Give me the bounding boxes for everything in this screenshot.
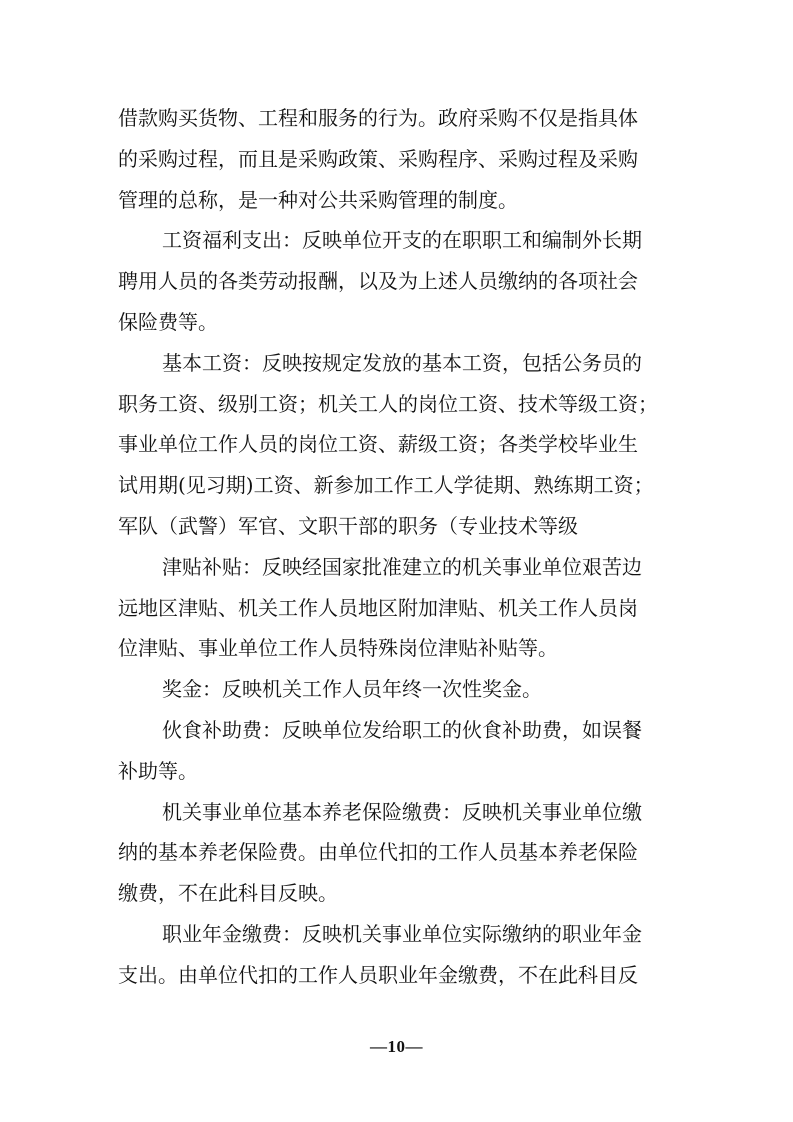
text-line: 管理的总称，是一种对公共采购管理的制度。 [118,187,518,212]
text-line: 支出。由单位代扣的工作人员职业年金缴费，不在此科目反 [118,962,638,987]
text-line: 补助等。 [118,758,198,783]
text-line: 聘用人员的各类劳动报酬，以及为上述人员缴纳的各项社会 [118,269,638,294]
text-line: 军队（武警）军官、文职干部的职务（专业技术等级 [118,513,578,538]
text-line: 的采购过程，而且是采购政策、采购程序、采购过程及采购 [118,146,638,171]
text-line: 事业单位工作人员的岗位工资、薪级工资；各类学校毕业生 [118,432,638,457]
text-line: 伙食补助费：反映单位发给职工的伙食补助费，如误餐 [162,717,642,742]
text-line: 纳的基本养老保险费。由单位代扣的工作人员基本养老保险 [118,840,638,865]
text-line: 津贴补贴：反映经国家批准建立的机关事业单位艰苦边 [162,554,642,579]
text-line: 奖金：反映机关工作人员年终一次性奖金。 [162,677,542,702]
text-line: 职业年金缴费：反映机关事业单位实际缴纳的职业年金 [162,921,642,946]
text-line: 基本工资：反映按规定发放的基本工资，包括公务员的 [162,350,642,375]
text-line: 试用期(见习期)工资、新参加工作工人学徒期、熟练期工资； [118,473,654,498]
text-line: 保险费等。 [118,309,218,334]
text-line: 远地区津贴、机关工作人员地区附加津贴、机关工作人员岗 [118,595,638,620]
text-line: 位津贴、事业单位工作人员特殊岗位津贴补贴等。 [118,636,558,661]
text-line: 职务工资、级别工资；机关工人的岗位工资、技术等级工资； [118,391,658,416]
text-line: 缴费，不在此科目反映。 [118,881,338,906]
page-number: —10— [370,1037,423,1056]
text-line: 借款购买货物、工程和服务的行为。政府采购不仅是指具体 [118,106,638,130]
text-line: 机关事业单位基本养老保险缴费：反映机关事业单位缴 [162,799,642,824]
text-line: 工资福利支出：反映单位开支的在职职工和编制外长期 [162,228,642,253]
body-text [118,98,688,996]
